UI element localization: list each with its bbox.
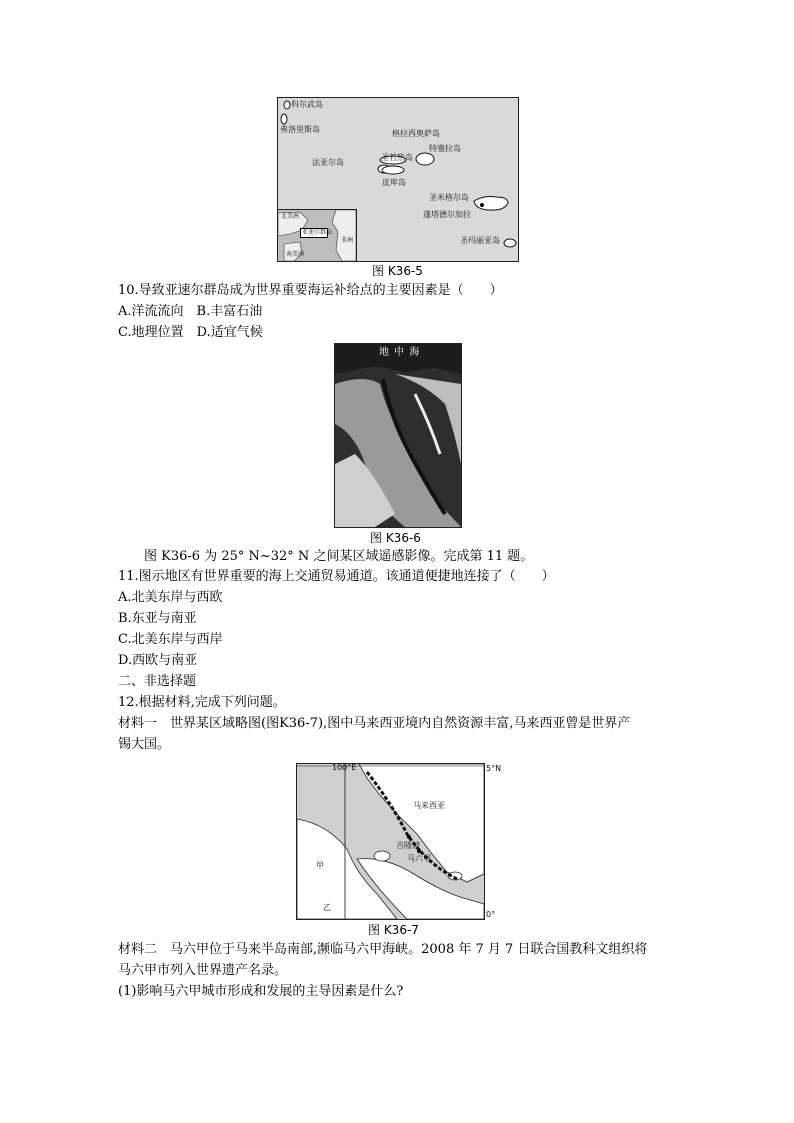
question-10-options-ab: A.洋流流向 B.丰富石油 — [118, 304, 263, 319]
map-label-latitude-0: 0° — [486, 910, 496, 919]
malacca-strait-map — [296, 763, 485, 920]
material-2-line-1: 材料二 马六甲位于马来半岛南部,濒临马六甲海峡。2008 年 7 月 7 日联合国教科文组织将 — [118, 942, 648, 957]
figure-k36-7-caption: 图 K36-7 — [368, 923, 419, 937]
inset-label-north-america: 北美洲 — [281, 213, 300, 220]
material-2-line-2: 马六甲市列入世界遗产名录。 — [118, 963, 288, 978]
material-1-line-1: 材料一 世界某区域略图(图K36-7),图中马来西亚境内自然资源丰富,马来西亚曾是世界产 — [118, 716, 631, 731]
satellite-image-suez — [334, 343, 462, 528]
question-10-options-cd: C.地理位置 D.适宜气候 — [118, 325, 263, 340]
map-label-malacca: 马六甲 — [407, 854, 431, 863]
map-label-jia: 甲 — [316, 861, 324, 870]
malacca-map-drawing — [297, 764, 484, 919]
question-11-option-d: D.西欧与南亚 — [118, 653, 198, 668]
island-label-sao-miguel: 圣米格尔岛 — [429, 193, 469, 202]
island-label-terceira: 特塞拉岛 — [429, 144, 461, 153]
island-label-faial: 法亚尔岛 — [312, 158, 344, 167]
question-10-stem: 10.导致亚速尔群岛成为世界重要海运补给点的主要因素是（ ） — [118, 283, 503, 298]
map-label-longitude-100e: 100°E — [332, 763, 357, 772]
island-label-flores: 弗洛里斯岛 — [280, 125, 320, 134]
city-label-ponta-delgada: 蓬塔德尔加拉 — [423, 210, 471, 219]
map-label-kuala-lumpur: 吉隆坡 — [396, 841, 420, 850]
question-11-option-b: B.东亚与南亚 — [118, 611, 197, 626]
question-11-option-c: C.北美东岸与西岸 — [118, 632, 223, 647]
map-label-malaysia: 马来西亚 — [413, 801, 445, 810]
inset-azores-box — [300, 228, 333, 238]
question-11-option-a: A.北美东岸与西欧 — [118, 590, 223, 605]
inset-label-south-america: 南美洲 — [286, 251, 305, 258]
island-label-pico: 皮库岛 — [382, 178, 406, 187]
inset-label-africa: 非洲 — [341, 237, 354, 244]
island-label-santa-maria: 圣玛丽亚岛 — [460, 236, 500, 245]
map-label-yi: 乙 — [323, 903, 331, 912]
azores-map — [277, 97, 519, 262]
inset-box-label: 亚速尔群岛 — [302, 229, 333, 236]
question-12-stem: 12.根据材料,完成下列问题。 — [118, 695, 286, 710]
figure-k36-6-caption: 图 K36-6 — [370, 531, 421, 545]
island-label-graciosa: 格拉西奥萨岛 — [392, 129, 440, 138]
island-label-corvo: 科尔武岛 — [291, 100, 323, 109]
question-12-sub-1: (1)影响马六甲城市形成和发展的主导因素是什么? — [118, 984, 404, 999]
island-label-sao-jorge: 圣若热岛 — [381, 153, 413, 162]
satellite-image-drawing — [335, 344, 461, 527]
figure-k36-5-caption: 图 K36-5 — [372, 264, 423, 278]
material-1-line-2: 锡大国。 — [118, 737, 171, 752]
map-label-latitude-5n: 5°N — [486, 764, 502, 773]
inset-locator-map — [278, 209, 357, 261]
satellite-top-label: 地 中 海 — [379, 347, 421, 358]
section-heading-non-choice: 二、非选择题 — [118, 674, 197, 689]
figure-k36-6-intro: 图 K36-6 为 25° N~32° N 之间某区域遥感影像。完成第 11 题。 — [118, 549, 534, 564]
question-11-stem: 11.图示地区有世界重要的海上交通贸易通道。该通道便捷地连接了（ ） — [118, 569, 555, 584]
